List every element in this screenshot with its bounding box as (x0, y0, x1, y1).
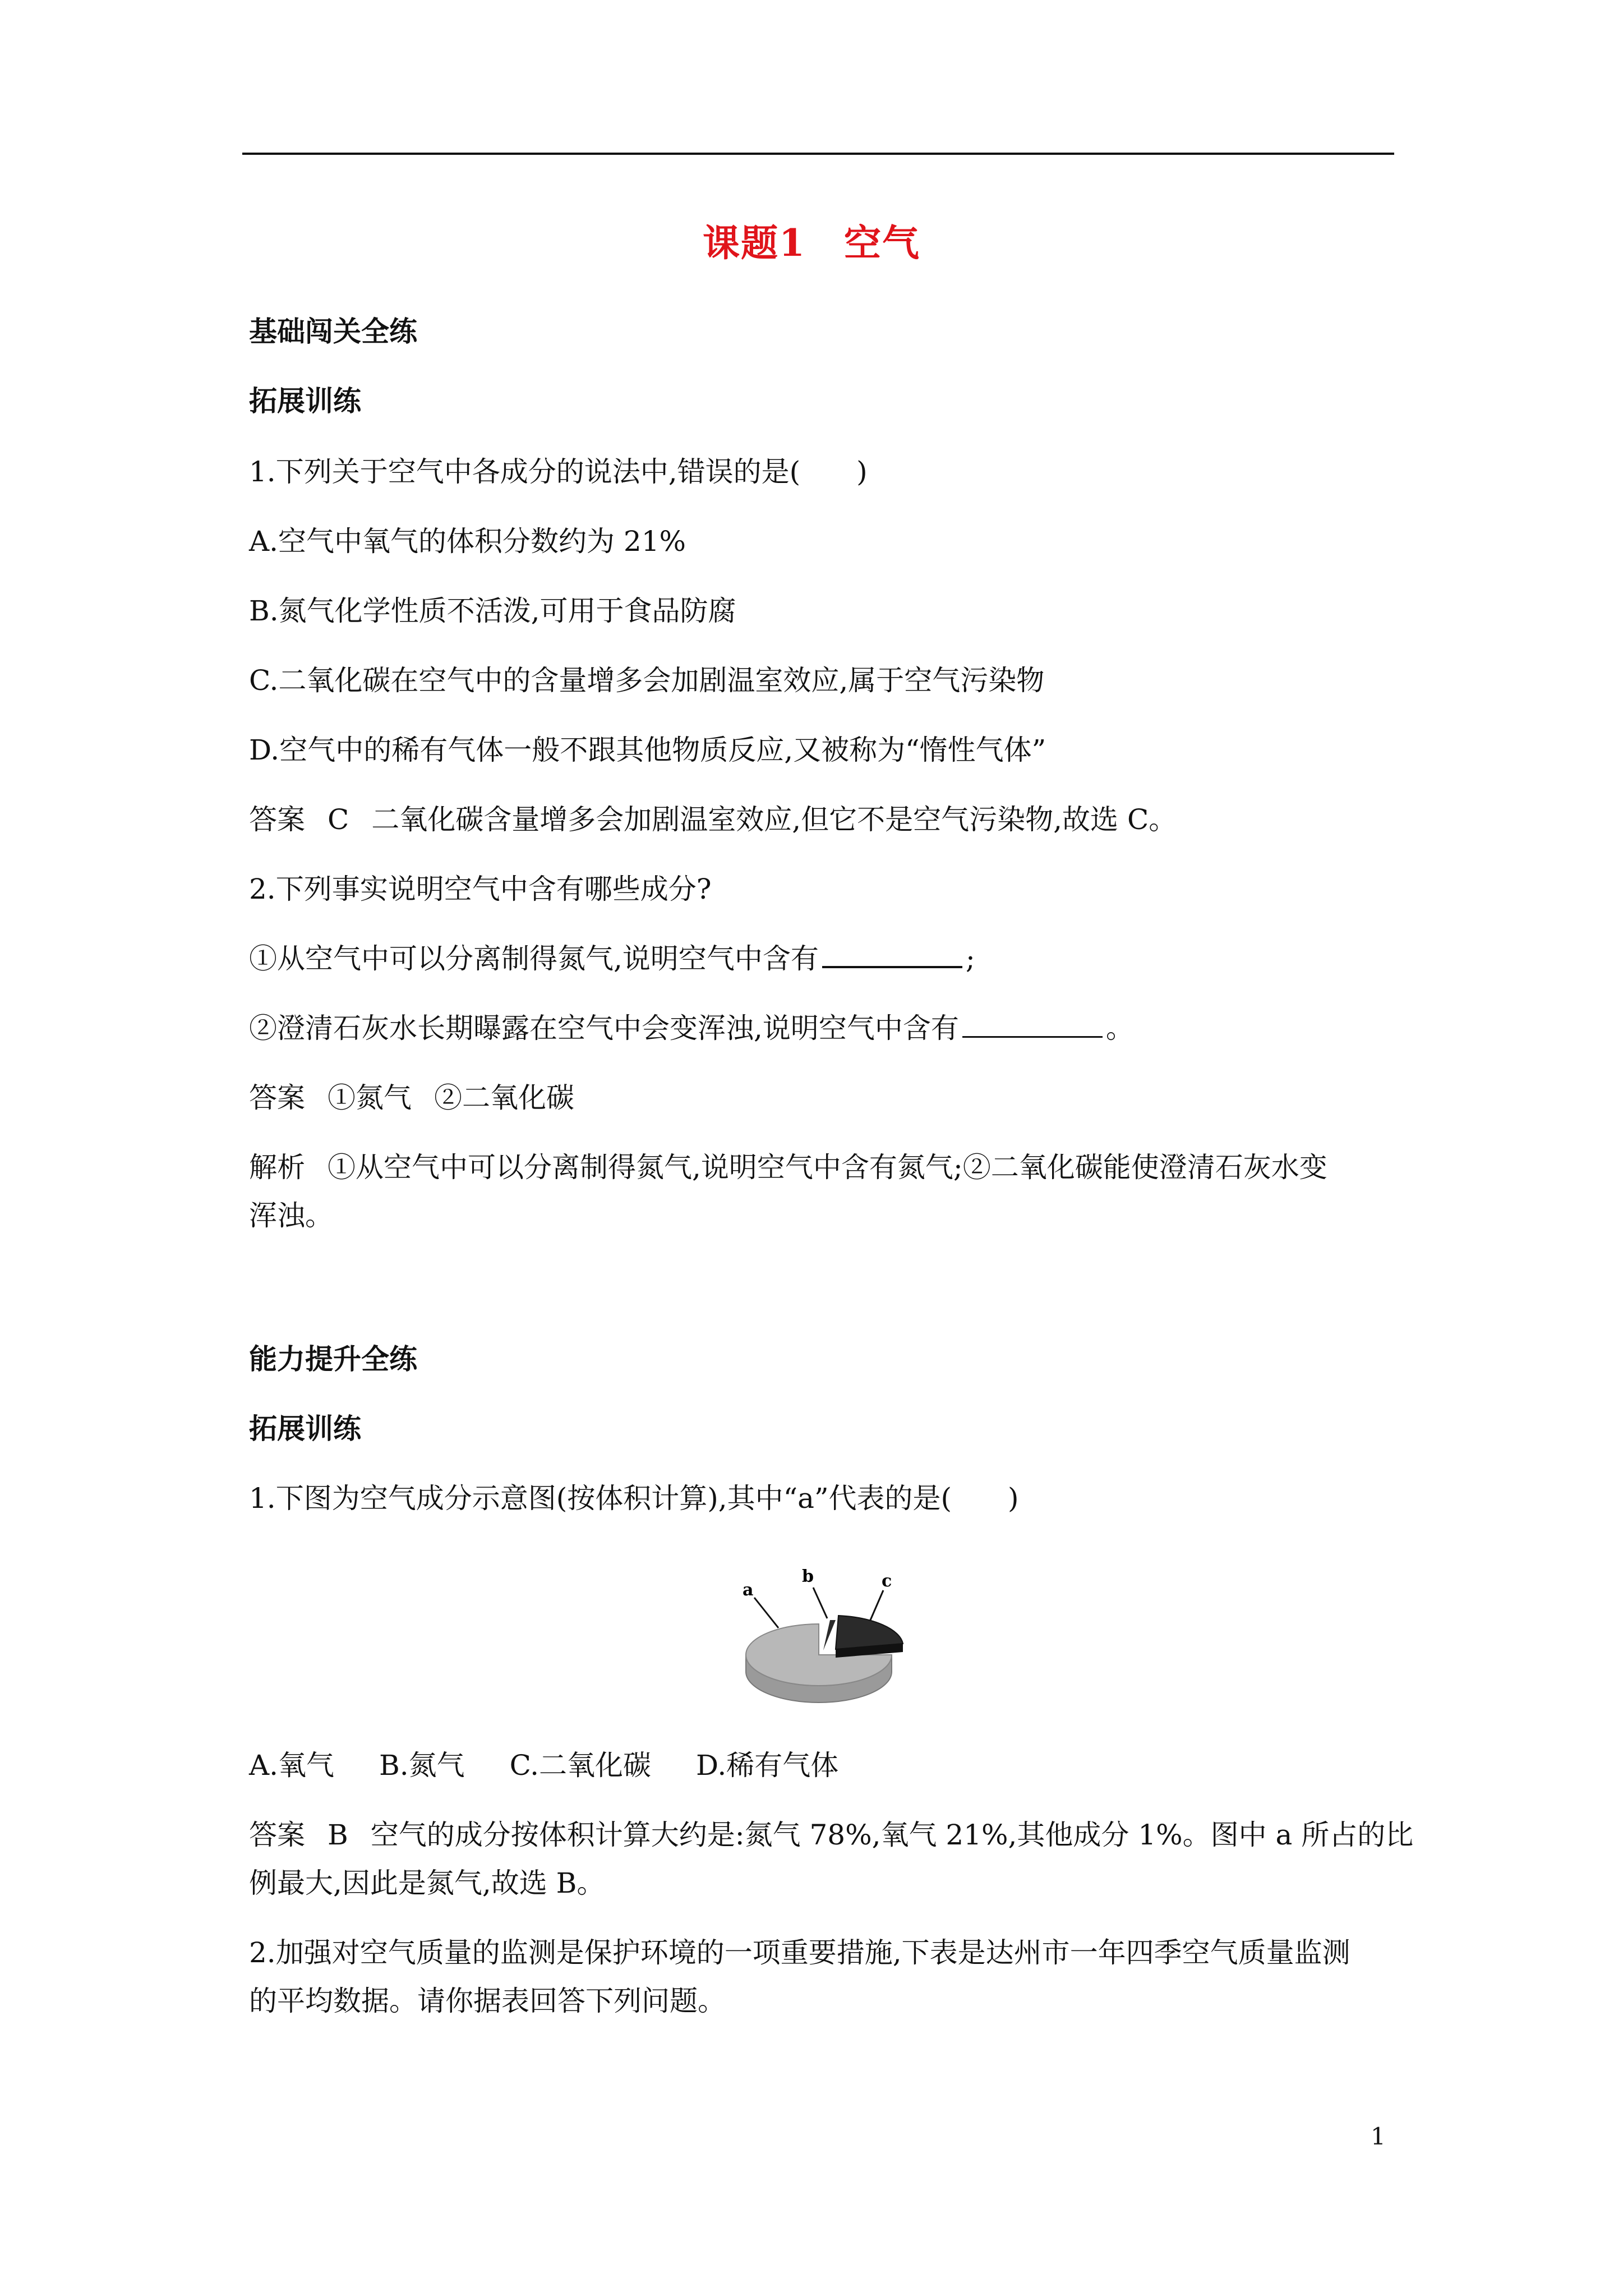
q2-item-2-text: ②澄清石灰水长期曝露在空气中会变浑浊,说明空气中含有 (249, 1012, 959, 1045)
s2-q2-stem-1: 2.加强对空气质量的监测是保护环境的一项重要措施,下表是达州市一年四季空气质量监测 (249, 1936, 1350, 1969)
q2-analysis (249, 1148, 1327, 1187)
option-a: A.氧气 (249, 1749, 335, 1782)
answer-explanation-1: 空气的成分按体积计算大约是:氮气 78%,氧气 21%,其他成分 1%。图中 a 所占的比 (370, 1819, 1414, 1851)
header-rule (242, 153, 1394, 155)
fill-blank-2[interactable] (962, 1035, 1103, 1038)
answer-label: 答案 (249, 1819, 305, 1851)
pie-label-a: a (743, 1580, 754, 1600)
s2-q1-stem: 1.下图为空气成分示意图(按体积计算),其中“a”代表的是( ) (249, 1482, 1019, 1515)
q2-stem: 2.下列事实说明空气中含有哪些成分? (249, 873, 712, 905)
option-d: D.稀有气体 (696, 1749, 839, 1782)
q2-item-1 (249, 939, 975, 978)
page-number: 1 (1371, 2123, 1386, 2150)
q1-option-c: C.二氧化碳在空气中的含量增多会加剧温室效应,属于空气污染物 (249, 664, 1045, 697)
q1-stem: 1.下列关于空气中各成分的说法中,错误的是( ) (249, 455, 868, 488)
answer-choice: C (328, 803, 349, 836)
page-title: 课题1 空气 (703, 221, 920, 265)
leader-c (870, 1590, 883, 1620)
s2-q2-stem-2: 的平均数据。请你据表回答下列问题。 (249, 1985, 726, 2017)
analysis-label: 解析 (249, 1151, 305, 1184)
q1-option-a: A.空气中氧气的体积分数约为 21% (249, 525, 686, 558)
pie-slice-b (823, 1620, 836, 1650)
subheading-extension-2: 拓展训练 (249, 1412, 361, 1445)
fill-blank-1[interactable] (822, 965, 962, 968)
analysis-text-1: ①从空气中可以分离制得氮气,说明空气中含有氮气;②二氧化碳能使澄清石灰水变 (328, 1151, 1327, 1184)
q1-option-b: B.氮气化学性质不活泼,可用于食品防腐 (249, 595, 736, 627)
q2-item-1-suffix: ; (965, 942, 975, 975)
s2-q1-options (249, 1746, 838, 1785)
answer-2: ②二氧化碳 (434, 1082, 574, 1114)
answer-1: ①氮气 (328, 1082, 412, 1114)
answer-explanation: 二氧化碳含量增多会加剧温室效应,但它不是空气污染物,故选 C。 (371, 803, 1177, 836)
pie-label-b: b (802, 1567, 814, 1586)
answer-label: 答案 (249, 1082, 305, 1114)
leader-b (813, 1588, 827, 1618)
subheading-extension-1: 拓展训练 (249, 384, 361, 417)
q2-answer (249, 1078, 574, 1117)
q2-analysis-cont: 浑浊。 (249, 1199, 333, 1232)
pie-slice-c (836, 1616, 903, 1649)
answer-choice: B (328, 1819, 348, 1851)
leader-a (754, 1598, 778, 1628)
q1-option-d: D.空气中的稀有气体一般不跟其他物质反应,又被称为“惰性气体” (249, 734, 1046, 766)
answer-label: 答案 (249, 803, 305, 836)
q1-answer (249, 800, 1177, 839)
option-b: B.氮气 (379, 1749, 465, 1782)
option-c: C.二氧化碳 (509, 1749, 652, 1782)
q2-item-2-suffix: 。 (1105, 1012, 1134, 1045)
s2-q1-answer (249, 1815, 1413, 1855)
section-heading-advanced: 能力提升全练 (249, 1342, 417, 1375)
q2-item-1-text: ①从空气中可以分离制得氮气,说明空气中含有 (249, 942, 819, 975)
air-composition-pie-figure (723, 1559, 914, 1717)
section-heading-basic: 基础闯关全练 (249, 315, 417, 348)
q2-item-2 (249, 1009, 1134, 1048)
pie-label-c: c (882, 1571, 892, 1591)
s2-q1-answer-cont: 例最大,因此是氮气,故选 B。 (249, 1867, 605, 1899)
